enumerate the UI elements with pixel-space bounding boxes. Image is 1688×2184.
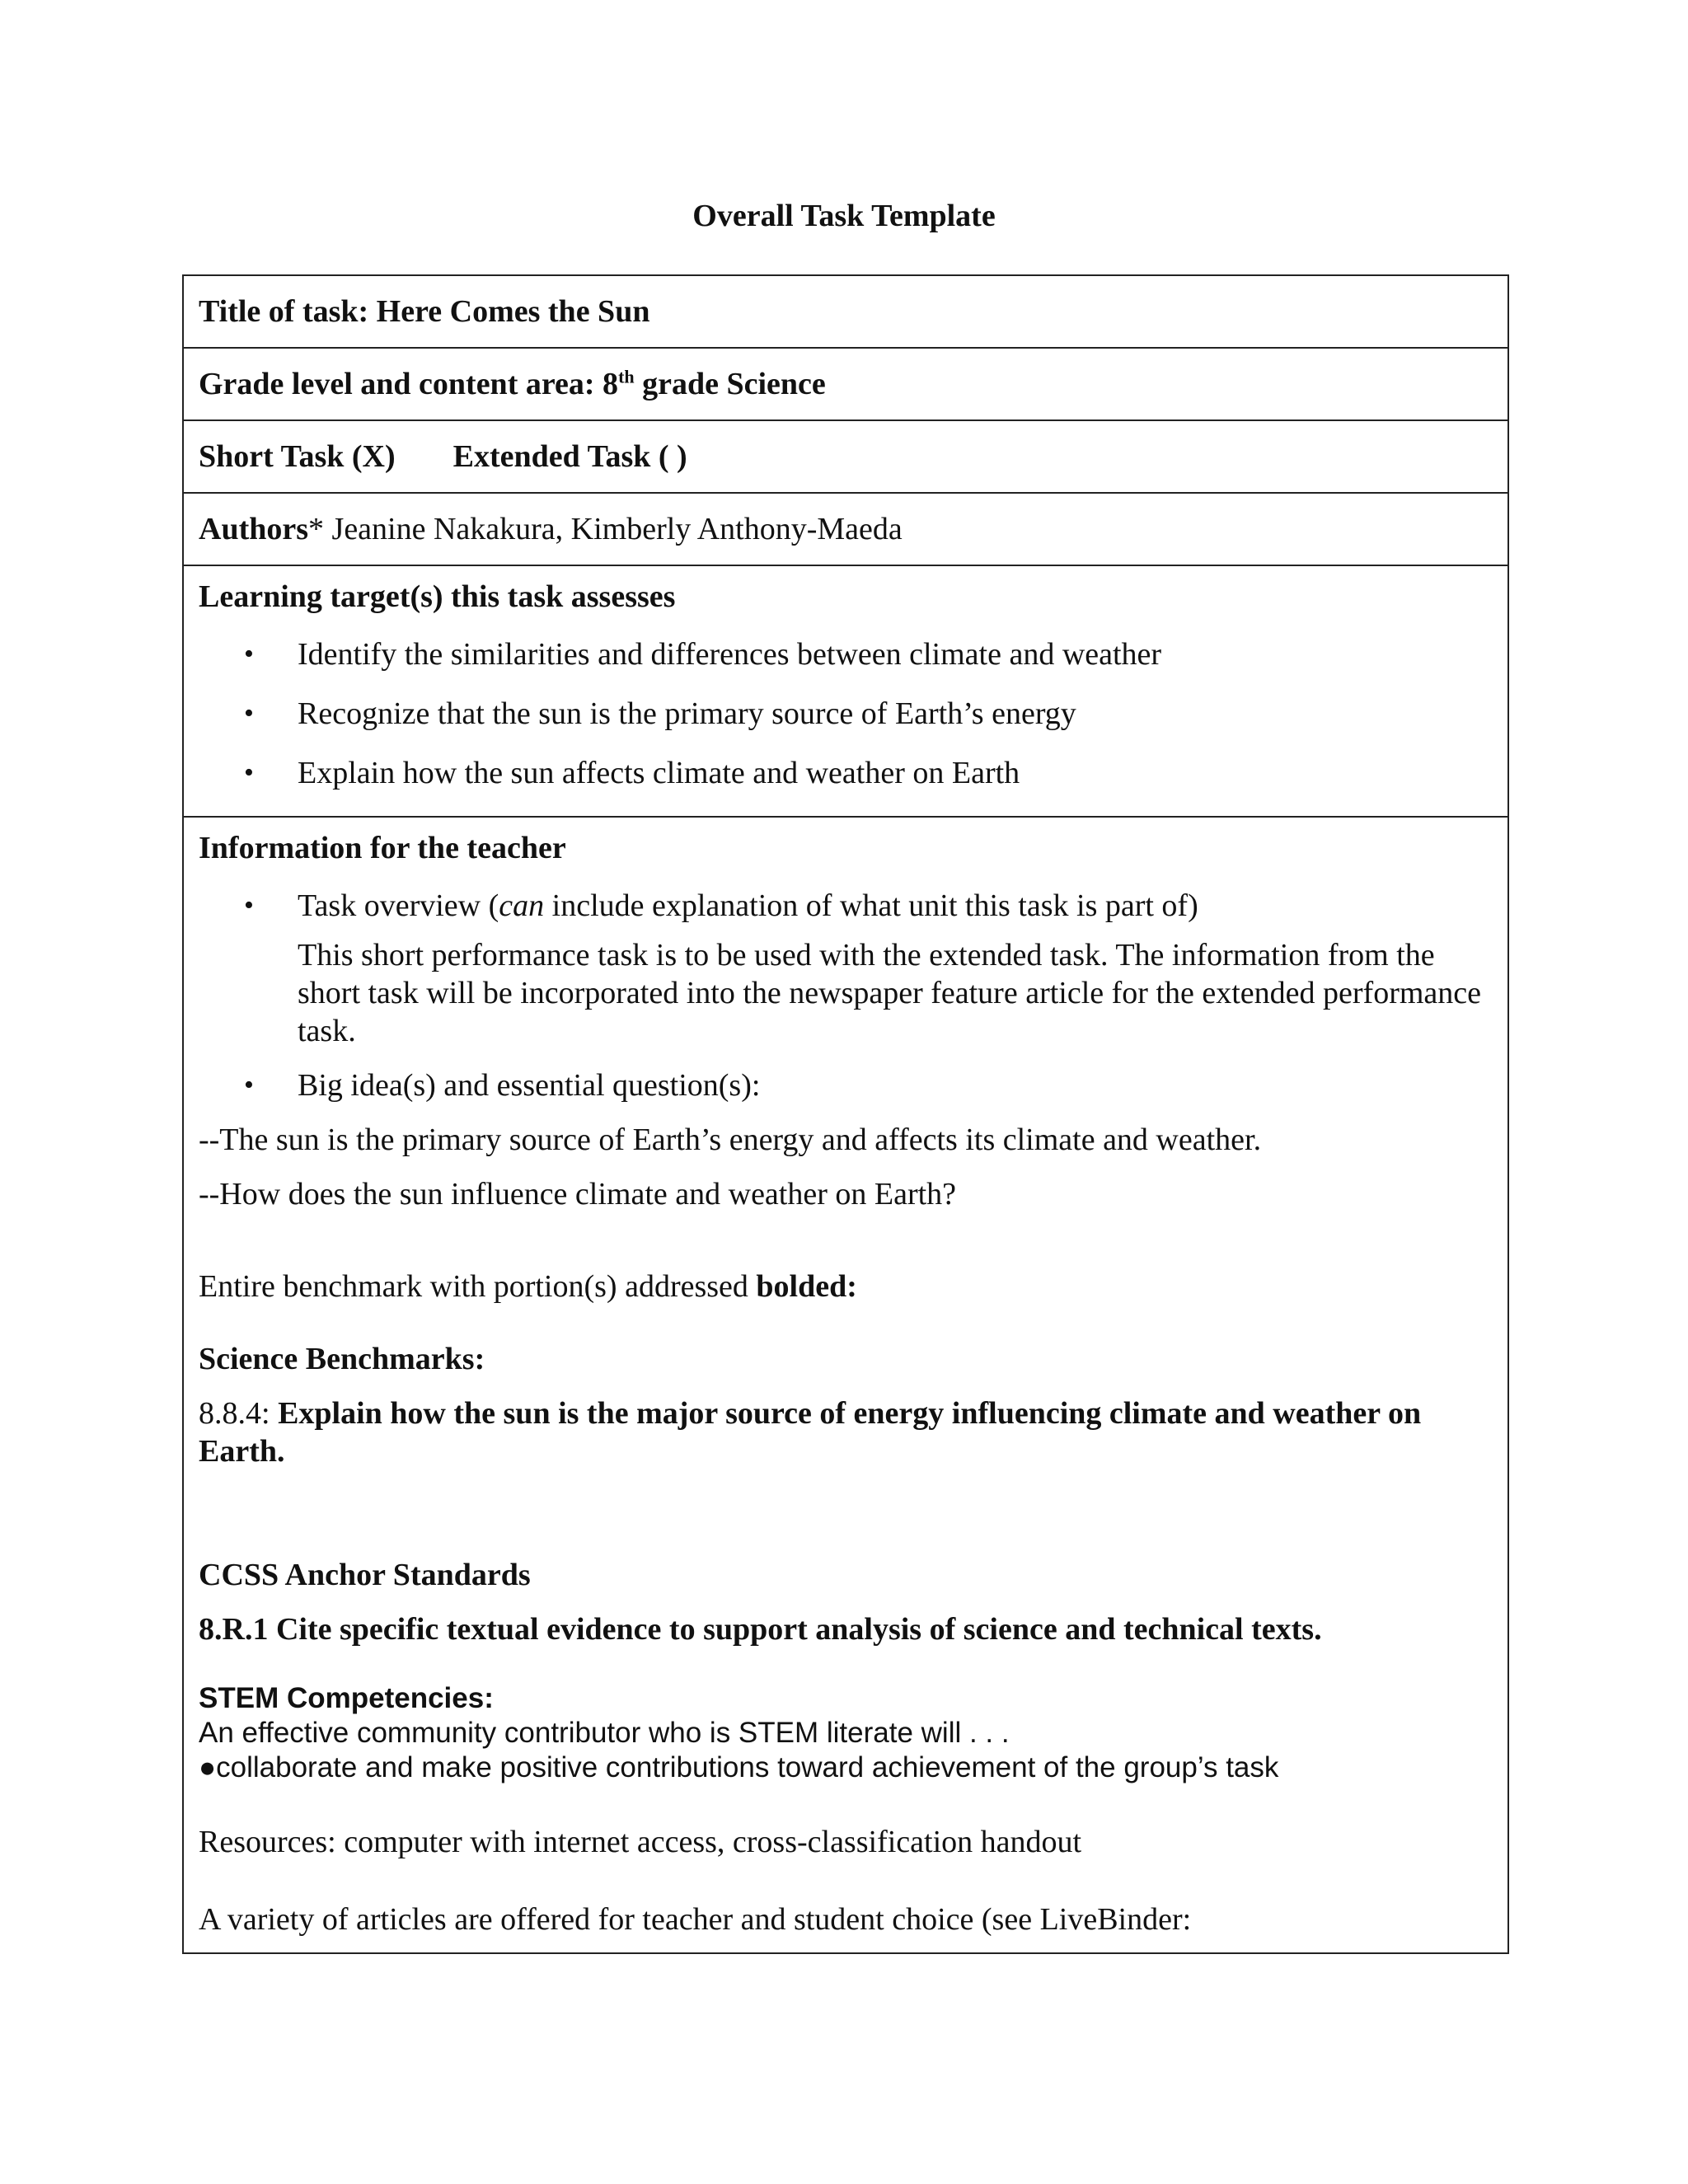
overview-pre: Task overview ( [298, 888, 499, 923]
task-overview-list [199, 887, 1493, 925]
learning-targets-heading: Learning target(s) this task assesses [199, 579, 676, 614]
authors-row [184, 494, 1507, 566]
learning-target-text: Identify the similarities and differences between climate and weather [298, 637, 1162, 672]
bullet-icon: • [244, 698, 254, 729]
benchmark-note [199, 1268, 1493, 1305]
overview-paragraph: This short performance task is to be used with the extended task. The information from the short task will be incorporated into the newspaper feature article for the extended performance task. [298, 938, 1482, 1048]
ccss-heading: CCSS Anchor Standards [199, 1558, 531, 1592]
task-title: Title of task: Here Comes the Sun [199, 294, 650, 329]
stem-line-2: ●collaborate and make positive contributions toward achievement of the group’s task [199, 1751, 1279, 1783]
extended-task-label: Extended Task ( ) [452, 439, 687, 474]
bullet-icon: • [244, 757, 254, 788]
title-row [184, 276, 1507, 349]
bullet-icon: • [244, 1070, 254, 1100]
grade-level [199, 366, 826, 402]
science-benchmarks-heading: Science Benchmarks: [199, 1342, 485, 1376]
page-title: Overall Task Template [692, 199, 996, 233]
bullet-icon: • [244, 890, 254, 921]
list-item [199, 754, 1493, 792]
learning-target-text: Explain how the sun affects climate and weather on Earth [298, 756, 1020, 790]
stem-heading: STEM Competencies: [199, 1682, 494, 1714]
short-task-label: Short Task (X) [199, 439, 396, 474]
bullet-icon: • [244, 639, 254, 669]
stem-line-1: An effective community contributor who is STEM literate will . . . [199, 1717, 1010, 1749]
list-item [199, 887, 1493, 925]
authors-value: * Jeanine Nakakura, Kimberly Anthony-Maeda [308, 512, 903, 546]
overview-italic: can [499, 888, 545, 923]
big-ideas-list [199, 1066, 1493, 1104]
list-item [199, 1066, 1493, 1104]
benchmark-note-bold: bolded: [756, 1269, 857, 1304]
grade-row [184, 349, 1507, 421]
grade-label-post: grade Science [634, 367, 826, 401]
grade-sup: th [618, 366, 635, 387]
authors-label: Authors [199, 512, 309, 546]
task-template-table [182, 274, 1509, 1954]
science-benchmark-text: Explain how the sun is the major source of energy influencing climate and weather on Earth. [199, 1396, 1422, 1469]
teacher-info-heading: Information for the teacher [199, 831, 566, 865]
science-benchmark [199, 1394, 1493, 1470]
articles-text: A variety of articles are offered for teacher and student choice (see LiveBinder: [199, 1902, 1192, 1937]
learning-targets-row [184, 566, 1507, 818]
learning-target-text: Recognize that the sun is the primary source of Earth’s energy [298, 696, 1076, 731]
resources-text: Resources: computer with internet access, cross-classification handout [199, 1825, 1082, 1859]
science-benchmark-code: 8.8.4: [199, 1396, 279, 1431]
list-item [199, 695, 1493, 733]
big-ideas-label: Big idea(s) and essential question(s): [298, 1068, 761, 1103]
task-type-row [184, 421, 1507, 494]
overview-post: include explanation of what unit this task is part of) [544, 888, 1198, 923]
benchmark-note-pre: Entire benchmark with portion(s) addressed [199, 1269, 757, 1304]
big-idea-1: --The sun is the primary source of Earth’s energy and affects its climate and weather. [199, 1122, 1262, 1157]
grade-label-pre: Grade level and content area: 8 [199, 367, 619, 401]
big-idea-2: --How does the sun influence climate and weather on Earth? [199, 1177, 957, 1212]
learning-targets-list [199, 635, 1493, 792]
list-item [199, 635, 1493, 673]
ccss-standard: 8.R.1 Cite specific textual evidence to support analysis of science and technical texts. [199, 1612, 1322, 1647]
teacher-info-row [184, 818, 1507, 1938]
